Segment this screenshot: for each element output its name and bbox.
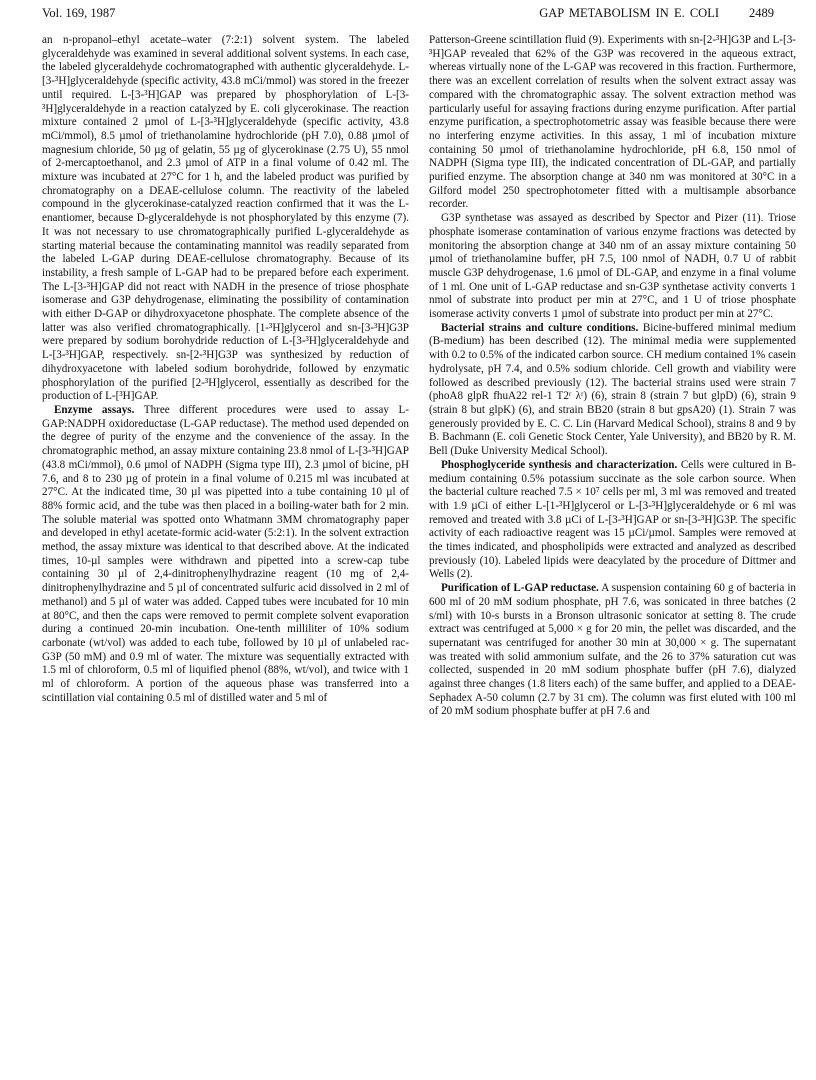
purification-body: A suspension containing 60 g of bacteria in 600 ml of 20 mM sodium phosphate, pH 7.6, was sonicated in three batches (2 s/ml) with 10-s bursts in a Bronson ultrasonic sonicator at setting 8. The crude extract was centrifuged at 5,000 × g for 20 min, the pellet was discarded, and the supernatant was centrifuged for another 30 min at 30,000 × g. The supernatant was treated with solid ammonium sulfate, and the 26 to 37% saturation cut was collected, suspended in 20 mM sodium phosphate buffer (pH 7.6), dialyzed against three changes (1.8 liters each) of the same buffer, and applied to a DEAE-Sephadex A-50 column (2.7 by 31 cm). The column was first eluted with 100 ml of 20 mM sodium phosphate buffer at pH 7.6 and (429, 582, 796, 718)
paragraph-enzyme-assays (42, 404, 409, 705)
bacterial-strains-body: Bicine-buffered minimal medium (B-medium) has been described (12). The minimal media were supplemented with 0.2 to 0.5% of the indicated carbon source. CH medium contained 1% casein hydrolysate, pH 7.4, and 0.5% sodium chloride. Cell growth and viability were followed as described previously (12). The bacterial strains used were strain 7 (phoA8 glpR fhuA22 rel-1 T2ʳ λʳ) (6), strain 8 (strain 7 but glpD) (6), strain 9 (strain 8 but glpK) (6), and strain BB20 (strain 8 but gpsA20) (1). Strain 7 was generously provided by E. C. C. Lin (Harvard Medical School), strains 8 and 9 by B. Bachmann (E. coli Genetic Stock Center, Yale University), and BB20 by R. M. Bell (Duke University Medical School). (429, 321, 796, 458)
left-column (42, 34, 409, 705)
paragraph-glyceraldehyde-prep: an n-propanol–ethyl acetate–water (7:2:1) solvent system. The labeled glyceraldehyde was examined in several additional solvent systems. In each case, the labeled glyceraldehyde cochromatographed with authentic glyceraldehyde. L-[3-³H]glyceraldehyde (specific activity, 43.8 mCi/mmol) was stored in the freezer until required. L-[3-³H]GAP was prepared by phosphorylation of L-[3-³H]glyceraldehyde in a reaction catalyzed by E. coli glycerokinase. The reaction mixture contained 2 µmol of L-[3-³H]glyceraldehyde (specific activity, 43.8 mCi/mmol), 8.5 µmol of triethanolamine hydrochloride (pH 7.0), 0.88 µmol of magnesium chloride, 50 µg of gelatin, 55 µg of glycerokinase (2.75 U), 55 nmol of 2-mercaptoethanol, and 2.3 µmol of ATP in a final volume of 0.42 ml. The mixture was incubated at 27°C for 1 h, and the labeled product was purified by chromatography on a DEAE-cellulose column. The reactivity of the labeled compound in the glycerokinase-catalyzed reaction confirmed that it was the L-enantiomer, because D-glyceraldehyde is not phosphorylated by this enzyme (7). It was not necessary to use chromatographically purified L-glyceraldehyde as starting material because the contaminating mannitol was readily separated from the labeled L-GAP during DEAE-cellulose chromatography. Because of its instability, a fresh sample of L-GAP had to be prepared before each experiment. The L-[3-³H]GAP did not react with NADH in the presence of triose phosphate isomerase and G3P dehydrogenase, eliminating the possibility of contamination with either D-GAP or dihydroxyacetone phosphate. The complete absence of the latter was also verified chromatographically. [1-³H]glycerol and sn-[3-³H]G3P were prepared by sodium borohydride reduction of L-[3-³H]glyceraldehyde and L-[3-³H]GAP, respectively. sn-[2-³H]G3P was synthesized by reduction of dihydroxyacetone with labeled sodium borohydride, followed by enzymatic phosphorylation of the purified [2-³H]glycerol, essentially as described for the production of L-[³H]GAP. (42, 34, 409, 403)
paragraph-purification (429, 582, 796, 719)
page-header (42, 6, 774, 26)
section-heading-bacterial-strains: Bacterial strains and culture conditions. (441, 321, 639, 334)
running-title: GAP METABOLISM IN E. COLI (539, 6, 719, 20)
section-heading-phosphoglyceride: Phosphoglyceride synthesis and characterization. (441, 458, 678, 471)
right-column (429, 34, 796, 719)
section-heading-purification: Purification of L-GAP reductase. (441, 582, 599, 595)
phosphoglyceride-body: Cells were cultured in B-medium containing 0.5% potassium succinate as the sole carbon source. When the bacterial culture reached 7.5 × 10⁷ cells per ml, 3 ml was removed and treated with 1.9 µCi of either L-[1-³H]glycerol or L-[3-³H]glyceraldehyde or 6 ml was removed and treated with 3.8 µCi of L-[3-³H]GAP or sn-[3-³H]G3P. The specific activity of each radioactive reagent was 15 µCi/µmol. Samples were removed at the times indicated, and phospholipids were extracted and analyzed as described previously (10). Labeled lipids were deacylated by the procedure of Dittmer and Wells (2). (429, 458, 796, 581)
journal-volume: Vol. 169, 1987 (42, 6, 116, 20)
section-heading-enzyme-assays: Enzyme assays. (54, 403, 135, 416)
paragraph-g3p-synthetase: G3P synthetase was assayed as described by Spector and Pizer (11). Triose phosphate isomerase contamination of various enzyme fractions was detected by monitoring the absorption change at 340 nm of an assay mixture containing 50 µmol of triethanolamine buffer, pH 7.5, 100 nmol of NADH, 0.7 U of rabbit muscle G3P dehydrogenase, 1.6 µmol of DL-GAP, and enzyme in a final volume of 1 ml. One unit of L-GAP reductase and sn-G3P synthetase activity converts 1 nmol of substrate into product per min at 27°C, and 1 U of triose phosphate isomerase activity converts 1 µmol of substrate into product per min at 27°C. (429, 212, 796, 321)
enzyme-assays-body: Three different procedures were used to assay L-GAP:NADPH oxidoreductase (L-GAP reductase). The method used depended on the degree of purity of the enzyme and the convenience of the assay. In the chromatographic method, an assay mixture containing 23.8 nmol of L-[3-³H]GAP (43.8 mCi/mmol), 0.6 µmol of NADPH (Sigma type III), 2.3 µmol of bicine, pH 7.6, and 8 to 230 µg of protein in a final volume of 0.215 ml was incubated at 27°C. At the indicated time, 30 µl was pipetted into a tube containing 10 µl of 88% formic acid, and the tube was then placed in a boiling-water bath for 2 min. The soluble material was spotted onto Whatmann 3MM chromatography paper and developed in ethyl acetate-formic acid-water (5:2:1). In the solvent extraction method, the assay mixture was identical to that described above. At the indicated times, 10-µl samples were withdrawn and pipetted into a screw-cap tube containing 30 µl of 2,4-dinitrophenylhydrazine reagent (10 mg of 2,4-dinitrophenylhydrazine and 5 µl of concentrated sulfuric acid dissolved in 2 ml of methanol) and 5 µl of water was added. Capped tubes were incubated for 10 min at 80°C, and then the caps were removed to permit complete solvent evaporation during a continued 20-min incubation. One-tenth milliliter of 10% sodium carbonate (wt/vol) was added to each tube, followed by 10 µl of unlabeled rac-G3P (50 mM) and 0.9 ml of water. The mixture was sequentially extracted with 1.5 ml of chloroform, 0.5 ml of liquified phenol (88%, wt/vol), and twice with 1 ml of chloroform. A portion of the aqueous phase was transferred into a scintillation vial containing 0.5 ml of distilled water and 5 ml of (42, 403, 409, 704)
running-header (539, 6, 774, 21)
paragraph-assay-continued: Patterson-Greene scintillation fluid (9). Experiments with sn-[2-³H]G3P and L-[3-³H]GAP revealed that 62% of the G3P was recovered in the aqueous extract, whereas virtually none of the L-GAP was recovered in this fraction. Furthermore, there was an excellent correlation of results when the solvent extract assay was compared with the chromatographic assay. The solvent extraction method was particularly useful for assaying fractions during enzyme purification. After partial enzyme purification, a spectrophotometric assay was feasible because there were no interfering enzyme activities. In this assay, 1 ml of incubation mixture containing 50 µmol of triethanolamine hydrochloride, pH 6.8, 150 nmol of NADPH (Sigma type III), the indicated concentration of DL-GAP, and partially purified enzyme. The absorption change at 340 nm was monitored at 30°C in a Gilford model 250 spectrophotometer fitted with a multisample absorbance recorder. (429, 34, 796, 211)
page-number: 2489 (749, 6, 774, 20)
paragraph-phosphoglyceride (429, 459, 796, 582)
paragraph-bacterial-strains (429, 322, 796, 459)
